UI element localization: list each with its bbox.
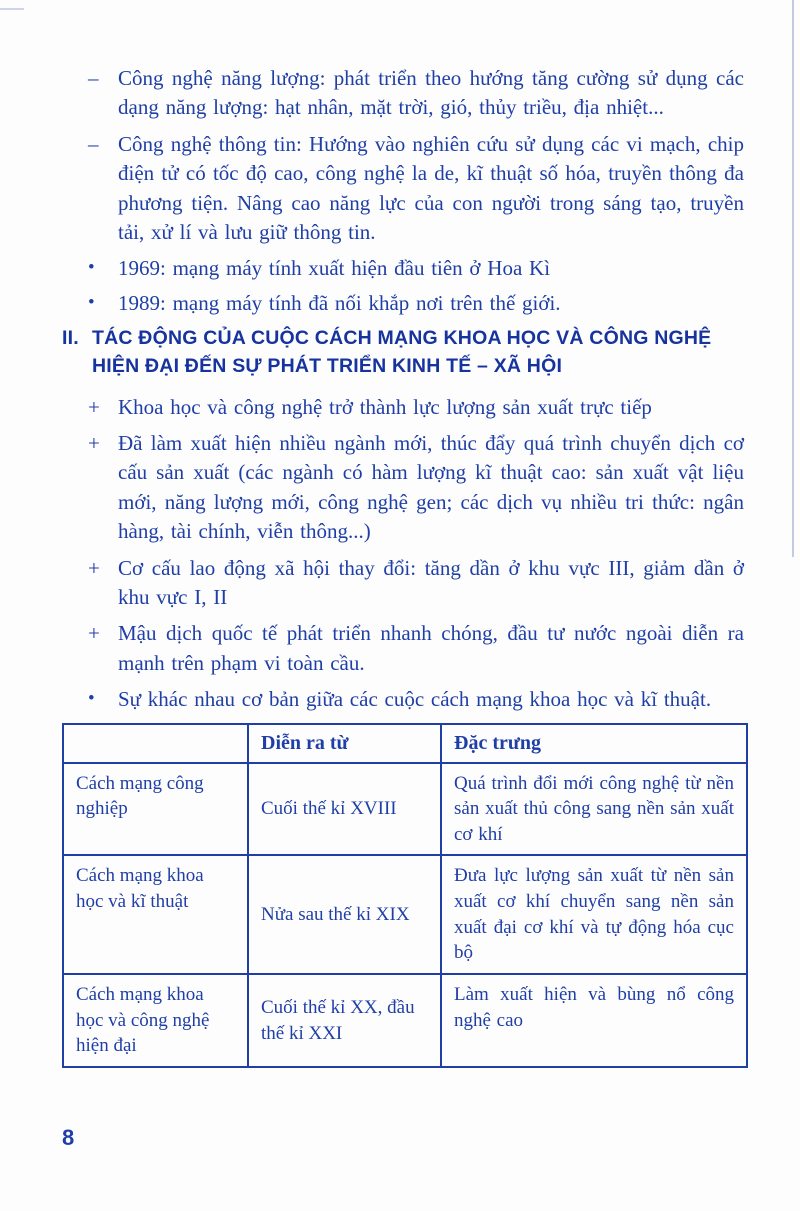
list-item xyxy=(62,619,744,678)
scan-corner-mark xyxy=(0,8,24,10)
list-item-text: Mậu dịch quốc tế phát triển nhanh chóng, đầu tư nước ngoài diễn ra mạnh trên phạm vi toàn cầu. xyxy=(118,621,744,675)
heading-number: II. xyxy=(62,327,79,350)
list-item xyxy=(62,554,744,613)
list-item xyxy=(62,429,744,547)
dash-marker: – xyxy=(88,66,99,90)
list-item-text: Công nghệ thông tin: Hướng vào nghiên cứu sử dụng các vi mạch, chip điện tử có tốc độ cao, công nghệ la de, kĩ thuật số hóa, truyền thông đa phương tiện. Nâng cao năng lực của con người trong sáng tạo, truyền tải, xử lí và lưu giữ thông tin. xyxy=(118,131,744,244)
list-item xyxy=(62,289,744,318)
bullet-marker: • xyxy=(88,291,95,313)
bullet-marker: • xyxy=(88,257,95,279)
comparison-table xyxy=(62,723,748,1068)
list-item-text: 1969: mạng máy tính xuất hiện đầu tiên ở Hoa Kì xyxy=(118,256,551,281)
table-row xyxy=(63,855,747,974)
table-cell: Cách mạng công nghiệp xyxy=(63,763,248,856)
section-heading xyxy=(62,324,744,381)
dash-marker: – xyxy=(88,131,99,156)
list-item-text: Cơ cấu lao động xã hội thay đổi: tăng dần ở khu vực III, giảm dần ở khu vực I, II xyxy=(118,555,744,609)
table-row xyxy=(63,974,747,1067)
table-header-cell: Đặc trưng xyxy=(441,724,747,763)
plus-marker: + xyxy=(88,431,100,456)
bullet-marker: • xyxy=(88,688,95,710)
table-cell: Cách mạng khoa học và công nghệ hiện đại xyxy=(63,974,248,1067)
page-number: 8 xyxy=(62,1125,75,1150)
table-header-row xyxy=(63,724,747,763)
list-item-text: Đã làm xuất hiện nhiều ngành mới, thúc đẩy quá trình chuyển dịch cơ cấu sản xuất (các ngành có hàm lượng kĩ thuật cao: sản xuất vật liệu mới, năng lượng mới, công nghệ gen; các dịch vụ nhiều tri thức: ngân hàng, tài chính, viễn thông...) xyxy=(118,431,744,544)
list-item-text: 1989: mạng máy tính đã nối khắp nơi trên thế giới. xyxy=(118,290,561,315)
plus-marker: + xyxy=(88,621,100,646)
table-cell: Đưa lực lượng sản xuất từ nền sản xuất cơ khí chuyển sang nền sản xuất đại cơ khí và tự động hóa cục bộ xyxy=(441,855,747,974)
plus-marker: + xyxy=(88,394,100,419)
list-item-text: Công nghệ năng lượng: phát triển theo hướng tăng cường sử dụng các dạng năng lượng: hạt nhân, mặt trời, gió, thủy triều, địa nhiệt... xyxy=(118,66,744,120)
table-cell: Quá trình đổi mới công nghệ từ nền sản xuất thủ công sang nền sản xuất cơ khí xyxy=(441,763,747,856)
table-header-cell: Diễn ra từ xyxy=(248,724,441,763)
plus-marker: + xyxy=(88,555,100,580)
table-row xyxy=(63,763,747,856)
list-item-text: Khoa học và công nghệ trở thành lực lượng sản xuất trực tiếp xyxy=(118,394,652,419)
list-item xyxy=(62,685,744,714)
table-cell: Cuối thế kỉ XVIII xyxy=(248,763,441,856)
table-header-cell xyxy=(63,724,248,763)
list-item xyxy=(62,254,744,283)
table-cell: Cuối thế kỉ XX, đầu thế kỉ XXI xyxy=(248,974,441,1067)
heading-text: TÁC ĐỘNG CỦA CUỘC CÁCH MẠNG KHOA HỌC VÀ CÔNG NGHỆ HIỆN ĐẠI ĐẾN SỰ PHÁT TRIỂN KINH TẾ – XÃ HỘI xyxy=(92,327,712,378)
list-item xyxy=(62,130,744,248)
scan-edge-line xyxy=(792,0,794,557)
list-item xyxy=(62,64,744,123)
list-item-text: Sự khác nhau cơ bản giữa các cuộc cách mạng khoa học và kĩ thuật. xyxy=(118,687,712,712)
table-cell: Nửa sau thế kỉ XIX xyxy=(248,855,441,974)
table-cell: Cách mạng khoa học và kĩ thuật xyxy=(63,855,248,974)
list-item xyxy=(62,393,744,422)
table-cell: Làm xuất hiện và bùng nổ công nghệ cao xyxy=(441,974,747,1067)
